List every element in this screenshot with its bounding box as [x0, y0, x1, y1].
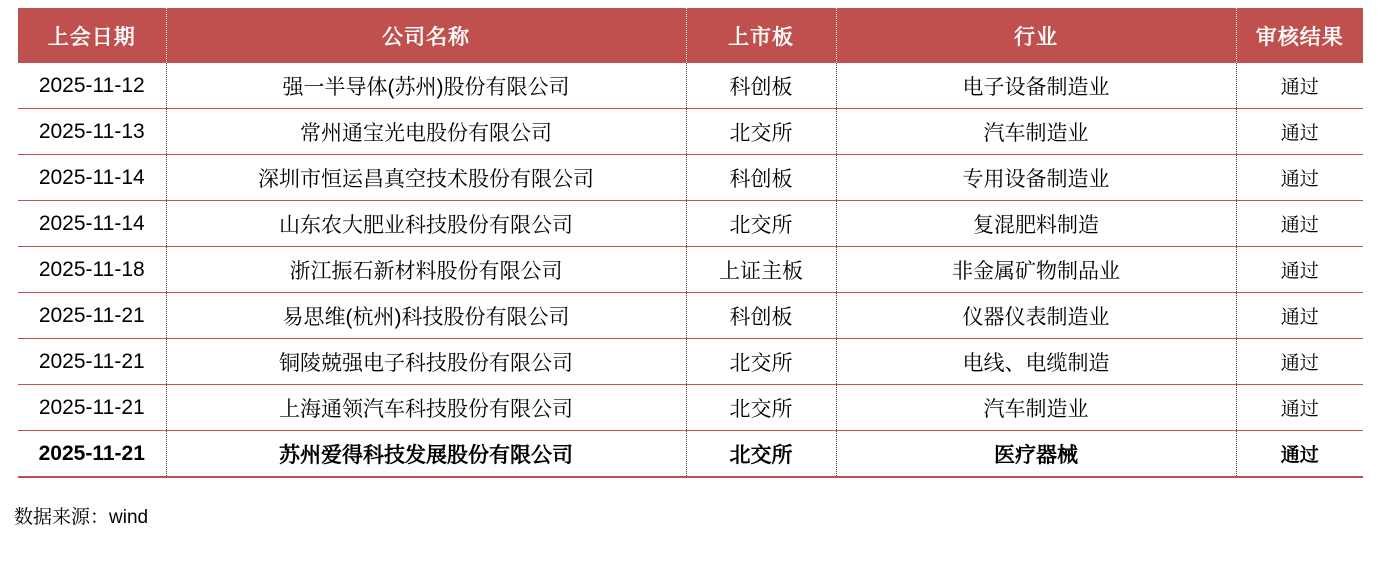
cell-board: 北交所 — [686, 109, 836, 155]
cell-date: 2025-11-14 — [18, 201, 166, 247]
table-row — [18, 293, 1363, 339]
column-header-board: 上市板 — [686, 8, 836, 63]
cell-company: 苏州爱得科技发展股份有限公司 — [166, 431, 686, 478]
column-header-industry: 行业 — [836, 8, 1236, 63]
cell-company: 深圳市恒运昌真空技术股份有限公司 — [166, 155, 686, 201]
cell-board: 科创板 — [686, 293, 836, 339]
cell-industry: 电线、电缆制造 — [836, 339, 1236, 385]
table-row — [18, 109, 1363, 155]
cell-result: 通过 — [1236, 339, 1363, 385]
table-row — [18, 385, 1363, 431]
cell-industry: 专用设备制造业 — [836, 155, 1236, 201]
cell-company: 铜陵兢强电子科技股份有限公司 — [166, 339, 686, 385]
cell-board: 上证主板 — [686, 247, 836, 293]
cell-date: 2025-11-21 — [18, 431, 166, 478]
table-row — [18, 155, 1363, 201]
cell-result: 通过 — [1236, 155, 1363, 201]
cell-result: 通过 — [1236, 431, 1363, 478]
cell-company: 易思维(杭州)科技股份有限公司 — [166, 293, 686, 339]
table-body — [18, 63, 1363, 477]
cell-company: 强一半导体(苏州)股份有限公司 — [166, 63, 686, 109]
ipo-review-table — [18, 8, 1363, 478]
cell-company: 山东农大肥业科技股份有限公司 — [166, 201, 686, 247]
cell-result: 通过 — [1236, 63, 1363, 109]
ipo-review-table-sheet — [0, 8, 1381, 564]
cell-result: 通过 — [1236, 385, 1363, 431]
cell-company: 浙江振石新材料股份有限公司 — [166, 247, 686, 293]
cell-company: 上海通领汽车科技股份有限公司 — [166, 385, 686, 431]
cell-industry: 医疗器械 — [836, 431, 1236, 478]
cell-board: 北交所 — [686, 201, 836, 247]
table-row — [18, 201, 1363, 247]
cell-board: 科创板 — [686, 63, 836, 109]
cell-result: 通过 — [1236, 293, 1363, 339]
cell-industry: 汽车制造业 — [836, 109, 1236, 155]
cell-date: 2025-11-21 — [18, 293, 166, 339]
table-header — [18, 8, 1363, 63]
cell-date: 2025-11-21 — [18, 339, 166, 385]
column-header-result: 审核结果 — [1236, 8, 1363, 63]
cell-industry: 仪器仪表制造业 — [836, 293, 1236, 339]
cell-date: 2025-11-12 — [18, 63, 166, 109]
cell-date: 2025-11-18 — [18, 247, 166, 293]
column-header-company: 公司名称 — [166, 8, 686, 63]
data-source-note: 数据来源：wind — [14, 507, 149, 528]
table-row — [18, 431, 1363, 478]
cell-result: 通过 — [1236, 247, 1363, 293]
cell-board: 北交所 — [686, 339, 836, 385]
column-header-date: 上会日期 — [18, 8, 166, 63]
table-row — [18, 63, 1363, 109]
cell-date: 2025-11-14 — [18, 155, 166, 201]
cell-date: 2025-11-21 — [18, 385, 166, 431]
cell-result: 通过 — [1236, 109, 1363, 155]
cell-industry: 复混肥料制造 — [836, 201, 1236, 247]
cell-company: 常州通宝光电股份有限公司 — [166, 109, 686, 155]
cell-date: 2025-11-13 — [18, 109, 166, 155]
cell-industry: 非金属矿物制品业 — [836, 247, 1236, 293]
table-header-row — [18, 8, 1363, 63]
cell-board: 北交所 — [686, 385, 836, 431]
cell-board: 科创板 — [686, 155, 836, 201]
cell-industry: 汽车制造业 — [836, 385, 1236, 431]
table-row — [18, 339, 1363, 385]
table-row — [18, 247, 1363, 293]
cell-industry: 电子设备制造业 — [836, 63, 1236, 109]
cell-board: 北交所 — [686, 431, 836, 478]
cell-result: 通过 — [1236, 201, 1363, 247]
